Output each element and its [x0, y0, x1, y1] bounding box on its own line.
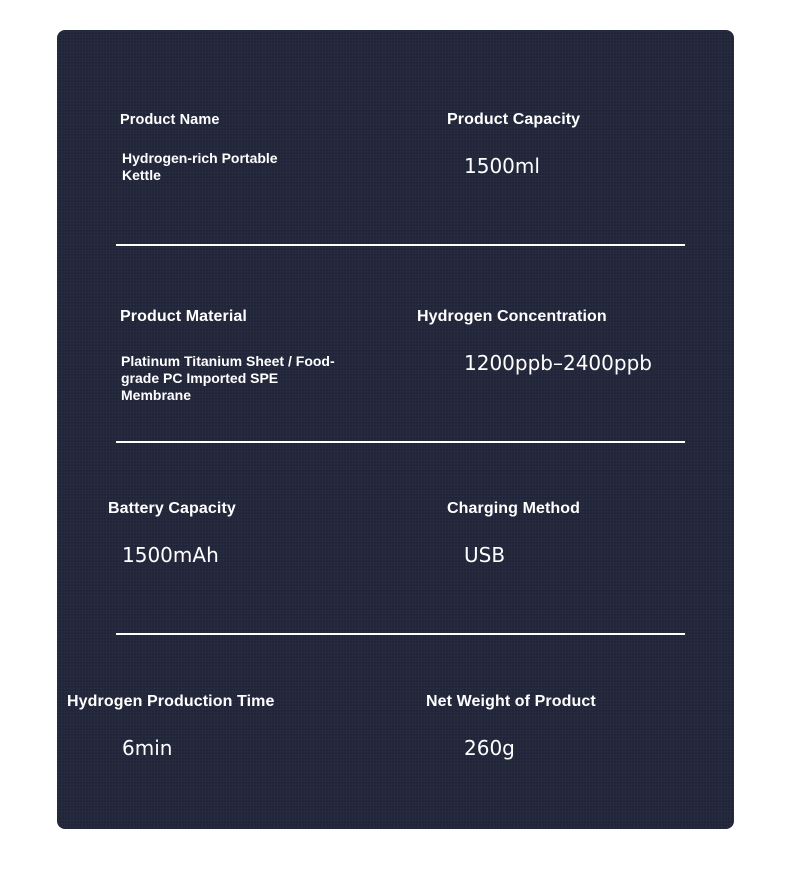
divider-1 — [116, 244, 685, 246]
hydrogen-production-time-label: Hydrogen Production Time — [67, 693, 275, 710]
charging-method-label: Charging Method — [447, 500, 581, 517]
divider-2 — [116, 441, 685, 443]
net-weight-label: Net Weight of Product — [426, 693, 596, 710]
product-name-label: Product Name — [120, 112, 220, 128]
net-weight-value: 260g — [464, 736, 515, 760]
hydrogen-concentration-label: Hydrogen Concentration — [417, 308, 607, 325]
battery-capacity-label: Battery Capacity — [108, 500, 236, 517]
product-capacity-label: Product Capacity — [447, 111, 581, 128]
charging-method-value: USB — [464, 543, 506, 567]
product-material-label: Product Material — [120, 308, 247, 325]
divider-3 — [116, 633, 685, 635]
spec-card — [57, 30, 734, 829]
product-material-value: Platinum Titanium Sheet / Food-grade PC Imported SPE Membrane — [121, 353, 335, 403]
product-capacity-value: 1500ml — [464, 154, 540, 178]
battery-capacity-value: 1500mAh — [122, 543, 219, 567]
product-name-value: Hydrogen-rich Portable Kettle — [122, 150, 278, 183]
hydrogen-production-time-value: 6min — [122, 736, 173, 760]
hydrogen-concentration-value: 1200ppb–2400ppb — [464, 351, 652, 375]
